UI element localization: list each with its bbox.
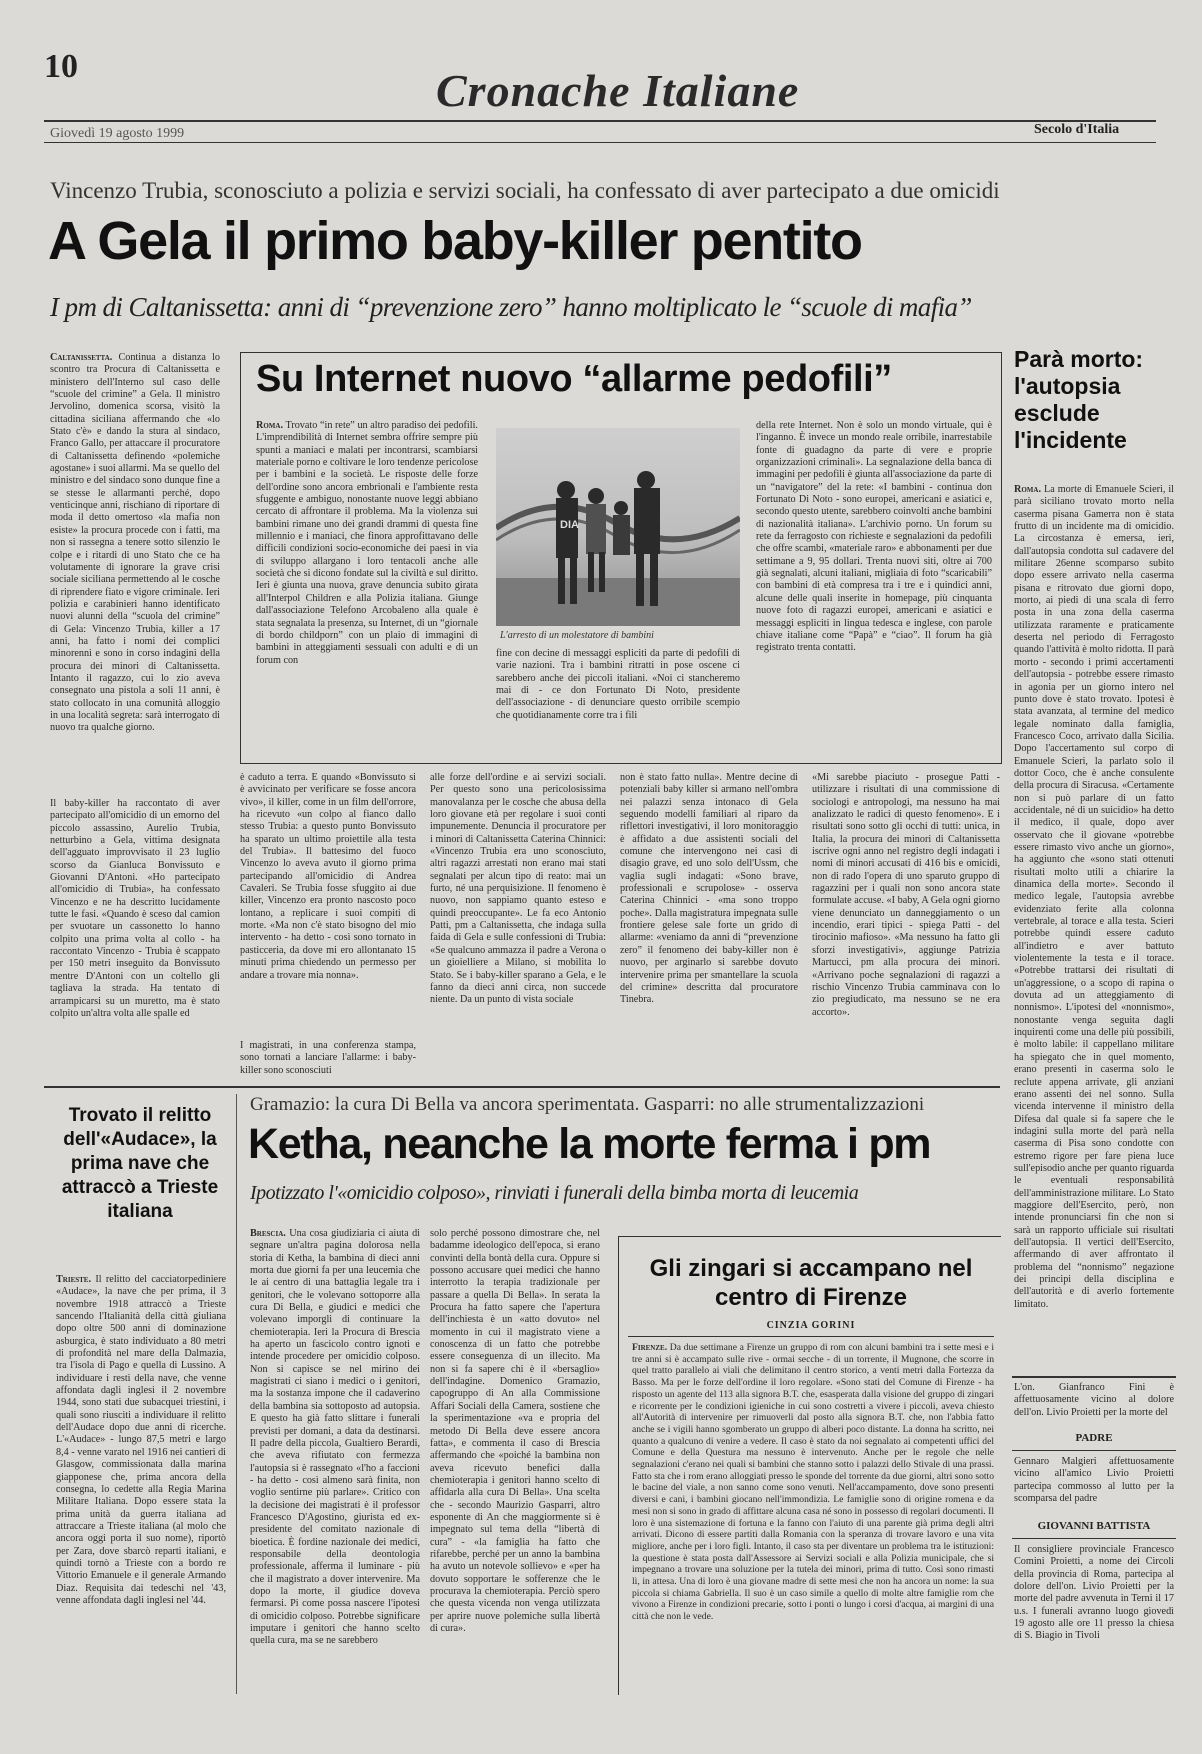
internet-col2-text: fine con decine di messaggi espliciti da parte di pedofili di varie nazioni. Tra i bambini ritratti in pose oscene ci sarebbero anche dei piccoli italiani. «Noi ci stancheremo mai di - ce don Fortunato Di Noto, presidente dell'associazione - di denunciare questo orribile scempio che quotidianamente corre tra i fili (496, 648, 740, 721)
main-col2b-text: I magistrati, in una conferenza stampa, sono tornati a lanciare l'allarme: i baby-killer sono sconosciuti (240, 1040, 416, 1076)
ketha-col2 (430, 1228, 600, 1694)
condolence-1 (1014, 1382, 1174, 1430)
main-col2-text: è caduto a terra. E quando «Bonvissuto si è avvicinato per verificare se fosse ancora vivo», il killer, come in un film dell'orrore, ha ricevuto «un colpo al fianco dallo stesso Trubia: a questo punto Bonvissuto ha sparato un ultimo proiettile alla testa del Trubia». Il battesimo del fuoco Vincenzo lo aveva avuto il giorno prima partecipando all'omicidio di Andrea Cavaleri. Se Trubia fosse sfuggito ai due killer, Vincenzo era pronto nascosto poco lontano, a replicare i suoi compiti di morte. «Ma non c'è stato bisogno del mio intervento - ha detto - così sono tornato in pasticceria, da dove mi ero allontanato 15 minuti prima chiedendo un permesso per andare a trovare mia nonna». (240, 772, 416, 981)
main-col5-text: «Mi sarebbe piaciuto - prosegue Patti - utilizzare i risultati di una commissione di sociologi e antropologi, ma nessuno ha mai analizzato le radici di questo fenomeno». E i risultati sono sotto gli occhi di tutti: unica, in Italia, la procura dei minori di Caltanissetta iscrive ogni anno nel registro degli indagati i nomi di minori accusati di 416 bis e omicidi, non di rado l'opera di uno sparuto gruppo di ragazzini per i quali non sono ancora state formulate accuse. «I baby, A Gela ogni giorno viene denunciato un danneggiamento o un incendio, erari tipici - spiega Patti - del tirocinio mafioso». «Ma nessuno ha fatto gli sforzi investigativi», aggiunge Patrizia Martucci, pm alla procura dei minori. «Arrivano poche segnalazioni di ragazzi a rischio Vincenzo Trubia camminava con lo zio pregiudicato, ma nessuno se ne era accorto». (812, 772, 1000, 1018)
condolence-1-name: PADRE (1075, 1432, 1113, 1444)
condolence-rule-3 (1012, 1538, 1176, 1539)
main-subhead: I pm di Caltanissetta: anni di “prevenzione zero” hanno moltiplicato le “scuole di mafia” (50, 292, 972, 322)
audace-body (56, 1274, 226, 1694)
zingari-body-text: Da due settimane a Firenze un gruppo di rom con alcuni bambini tra i sette mesi e i tre anni si è accampato sulle rive - ormai secche - di un torrente, il Mugnone, che scorre in quel tratto parallelo ai viali che delimitano il centro storico, a venti metri dalla Fortezza da Basso. Ma per le forze dell'ordine il loro regolare. «Sono stati del Comune di Firenze - ha risposto un agente del 113 alla signora B.T. che, esasperata dalla visione del gruppo di zingari e ricorrente per le condizioni igieniche in cui sono costretti a vivere i piccoli, aveva chiesto all'Autorità di intervenire per rimuoverli dal posto alla signora B.T. che, non l'abbia fatto anche se i vigili hanno sgomberato un gruppo di alberi poco distante. La donna ha scritto, nei quanto a qualcuno di venire a vedere. Il caso è stato da noi segnalato ai competenti uffici del Comune e della Questura ma nessuno è intervenuto. Anche per le regole che nelle segnalazioni c'erano nei quali si bambini che stanno sotto i palazzi dello Stivale di una prassi. Fatto sta che i rom erano alloggiati presso le sponde del torrente da due giorni, altri sono sotto le bacine del viale, a non sanno come sono venuti. Nell'accampamento, dove sono presenti diversi e cani, i bambini giocano nell'immondizia. Le famiglie sono di origine romena e da mesi non si sono in grado di affittare alcuna casa né sono in possesso di regolari documenti. Il loro è una sistemazione di fortuna e la fanno con l'aiuto di una parente già prima degli altri arrivati. Dicono di essere partiti dalla Romania con la speranza di trovare lavoro e una vita migliore, anche per i loro figli. Intanto, il caso sta per diventare un problema tra le istituzioni: la questione è stata posta dall'Assessore ai Servizi sociali e alla Polizia municipale, che si impegnano a trovare una soluzione per la tutela dei minori, prima di tutto. Così sono rimasti lì, in attesa. Una di loro è una giovane madre di sette mesi che non ha ancora un nome: la sua piccola si chiama Gabriella. Il suo è un caso simile a quello di molte altre famiglie rom che vivono a Firenze in condizioni precarie, sotto i ponti o lungo i corsi d'acqua, ai margini di una città che non le vede. (632, 1342, 994, 1623)
ketha-headline: Ketha, neanche la morte ferma i pm (248, 1120, 931, 1168)
main-kicker: Vincenzo Trubia, sconosciuto a polizia e servizi sociali, ha confessato di aver partecipato a due omicidi (50, 178, 1000, 203)
zingari-body (632, 1342, 994, 1694)
masthead-rule-2 (44, 142, 1156, 143)
condolence-rule-2 (1012, 1450, 1176, 1451)
internet-col2 (496, 648, 740, 758)
para-body (1014, 484, 1174, 1370)
internet-col3 (756, 420, 992, 758)
masthead-rule (44, 120, 1156, 122)
para-body-text: La morte di Emanuele Scieri, il parà siciliano trovato morto nella caserma pisana Gamerra non è stata frutto di un incidente ma di omicidio. La circostanza è emersa, ieri, dall'autopsia condotta sul cadavere del militare 26enne scomparso subito dopo essere arrivato nella caserma pisana e ritrovato due giorni dopo, morto, ai piedi di una scala di ferro posta in una zona della caserma utilizzata raramente e praticamente deserta nel periodo di Ferragosto quando l'attività è molto ridotta. Il parà morto - secondo i primi accertamenti dell'autopsia - potrebbe essere rimasto in agonia per un giorno intero nel punto dove è stato trovato. Ipotesi è stata avanzata, al termine del medico legale nominato dalla famiglia, Francesco Coco, arrivato dalla Sicilia. Dopo l'accertamento sul corpo di Emanuele Scieri, la parlato solo il dottor Coco, che è anche consulente della procura di Siracusa. «Certamente non si può parlare di un fatto accidentale, né di un suicidio» ha detto il medico, il quale, dopo aver osservato che il giovane «potrebbe essere rimasto vivo anche un giorno», ha aggiunto che «sono stati ottenuti risultati molto utili a chiarire la dinamica della morte». Secondo il medico legale, l'autopsia avrebbe evidenziato ferite alla colonna vertebrale, al torace e alla testa. Scieri potrebbe quindi essere caduto all'indietro e aver battuto violentemente la testa e il torace. «Potrebbe trattarsi dei risultati di un'aggressione, o a scopo di rapina o dovuta ad un atteggiamento di nonnismo». L'ipotesi del «nonnismo», nonostante venga seguita dagli inquirenti come una delle più possibili, è molto labile: il cappellano militare ha spiegato che in quel momento, erano presenti in caserma solo le reclute appena arrivate, gli anziani erano assenti dei nel sonno. Sulla vicenda intervenne il ministro della Difesa dal quale si fa sapere che le indagini sulla morte del parà nella caserma di Pisa sono condotte con estremo rigore per fare piena luce sull'episodio anche per quanto riguarda le eventuali responsabilità dell'amministrazione militare. Lo Stato maggiore dell'Esercito, però, non intende pronunciarsi fin che non si sarà un rapporto ufficiale sui risultati dell'autopsia. Il vertici dell'Esercito, affermando di aver affrontato il problema del “nonnismo” negazione dei principi della disciplina e dell'autorità e di averlo fortemente limitato. (1014, 484, 1174, 1310)
internet-col1 (256, 420, 478, 758)
main-col3 (430, 772, 606, 1076)
condolence-2-name: GIOVANNI BATTISTA (1037, 1520, 1151, 1532)
condolence-1-text: L'on. Gianfranco Fini è affettuosamente vicino al dolore dell'on. Livio Proietti per la morte del (1014, 1382, 1174, 1418)
condolence-2 (1014, 1456, 1174, 1518)
zingari-byline: CINZIA GORINI (766, 1320, 856, 1331)
issue-date: Giovedì 19 agosto 1999 (50, 126, 185, 141)
svg-text:DIA: DIA (560, 519, 579, 531)
internet-headline: Su Internet nuovo “allarme pedofili” (256, 358, 892, 400)
main-col5 (812, 772, 1000, 1076)
ketha-subhead: Ipotizzato l'«omicidio colposo», rinviati i funerali della bimba morta di leucemia (250, 1182, 859, 1204)
condolence-3-text: Il consigliere provinciale Francesco Comini Proietti, a nome dei Circoli della provincia di Roma, partecipa al dolore dell'on. Livio Proietti per la morte del padre avvenuta in Terni il 17 u.s. I funerali avranno luogo giovedì 19 agosto alle ore 11 presso la chiesa di S. Biagio in Tivoli (1014, 1544, 1174, 1642)
photo-arrest (496, 428, 740, 626)
audace-dateline: Trieste. (56, 1274, 92, 1285)
audace-headline: Trovato il relitto dell'«Audace», la prima nave che attraccò a Trieste italiana (61, 1105, 219, 1222)
audace-divider (236, 1094, 237, 1694)
main-col2b (240, 1040, 416, 1076)
condolence-3 (1014, 1544, 1174, 1694)
main-col3-text: alle forze dell'ordine e ai servizi sociali. Per questo sono una pericolosissima manovalanza per le cosche che abusa della loro giovane età per regolare i suoi conti impunemente. Denuncia il procuratore per i minori di Caltanissetta Caterina Chinnici: «Vincenzo Trubia era uno sconosciuto, altri ragazzi arrestati non erano mai stati segnalati per alcun tipo di reato: mai un furto, né una perquisizione. Il fenomeno è nuovo, non sappiamo quanto esteso e quindi preoccupante». Le fa eco Antonio Patti, pm a Caltanissetta, che indaga sulla faida di Gela e sulle confessioni di Trubia: «Se qualcuno ammazza il padre a Verona o un gioielliere a Milano, si mobilita lo Stato. Se i baby-killer sparano a Gela, e le fanno da dieci anni circa, non succede niente. Da un punto di vista sociale (430, 772, 606, 1006)
section-title: Cronache Italiane (436, 65, 800, 116)
newspaper-name: Secolo d'Italia (1034, 122, 1120, 137)
main-headline: A Gela il primo baby-killer pentito (48, 211, 862, 271)
internet-dateline: Roma. (256, 420, 284, 431)
internet-col3-text: della rete Internet. Non è solo un mondo virtuale, qui è l'inganno. È invece un mondo reale orribile, inarrestabile fonte di guadagno da parte di vere e proprie organizzazioni criminali». La segnalazione della banca di immagini per pedofili è giunta all'associazione da parte di un “navigatore” del la rete: «I bambini - continua don Fortunato Di Noto - sono europei, americani e asiatici e, secondo questo utente, sarebbero coinvolti anche bambini di nazionalità italiana». L'archivio porno. Un forum su rete da ferragosto con richieste e segnalazioni da pedofili che offre scambi, «materiale raro» e abbonamenti per due settimane a 9, 95 dollari. Trenta nuovi siti, oltre ai 700 già segnalati, alcuni italiani, migliaia di foto “scaricabili” con bambini di età compresa tra i tre e i quindici anni, alcune delle quali inserite in homepage, più cinquanta nuove foto di ragazzi europei, americani e asiatici e messaggi espliciti in lingua tedesca e inglese, con parole chiave italiane come “Papà” e “ciao”. Il forum ha già registrato trenta contatti. (756, 420, 992, 654)
photo-caption: L'arresto di un molestatore di bambini (500, 630, 654, 641)
para-dateline: Roma. (1014, 484, 1042, 495)
ketha-kicker: Gramazio: la cura Di Bella va ancora sperimentata. Gasparri: no alle strumentalizzazioni (250, 1094, 925, 1115)
page-number: 10 (44, 48, 78, 85)
audace-body-text: Il relitto del cacciatorpediniere «Audace», la nave che per prima, il 3 novembre 1918 attraccò a Trieste sancendo l'Italianità della città giuliana dopo oltre 500 anni di dominazione asburgica, è stato individuato a 80 metri di profondità nel mare della Dalmazia, tra l'isola di Pago e quella di Lussino. A individuare i resti della nave, che venne affondata dagli inglesi il 2 novembre 1944, sono stati due subacquei triestini, i quali sono riusciti a individuare il relitto dell'Audace dopo due anni di ricerche. L'«Audace» - lungo 87,5 metri e largo 8,4 - venne varato nel 1916 nei cantieri di Glasgow, commissionata dalla marina giapponese che, prima ancora della consegna, lo cedette alla Regia Marina Militare Italiana. Dopo essere stata la prima unità da guerra italiana ad attraccare a Trieste italiana (al molo che ancora oggi porta il suo nome), riportò per Zara, dove sbarcò reparti italiani, e quindi tornò a Trieste con a bordo re Vittorio Emanuele e il generale Armando Diaz. Requisita dai tedeschi nel '43, venne affondata dagli inglesi nel '44. (56, 1274, 226, 1606)
zingari-dateline: Firenze. (632, 1342, 668, 1353)
main-col1b-text: Il baby-killer ha raccontato di aver partecipato all'omicidio di un emorno del piccolo assassino, Aurelio Trubia, netturbino a Gela, vittima designata dell'agguato improvvisato il 23 luglio scorso da Gianluca Bonvissuto e Giovanni D'Antoni. «Ho partecipato all'omicidio di Trubia», ha confessato Vincenzo e ne ha descritto lucidamente tutte le fasi. «Quando è sceso dal camion per svuotare un cassonetto lo hanno colpito una prima volta al collo - ha raccontato Vincenzo - Trubia è scappato per 150 metri inseguito da Bonvissuto mentre D'Antoni con un coltello gli tagliava la strada. Ha tentato di arrampicarsi su un muretto, ma è stato colpito un'altra volta alle spalle ed (50, 798, 220, 1019)
main-col4 (620, 772, 798, 1076)
section-rule (44, 1086, 1000, 1088)
main-dateline: Caltanissetta. (50, 352, 113, 363)
condolence-rule-1 (1012, 1376, 1176, 1378)
main-col1-text: Continua a distanza lo scontro tra Procura di Caltanissetta e ministero dell'Interno sul caso delle “scuole del crimine” a Gela. Il ministro Jervolino, domenica scorsa, visitò la cittadina siciliana affermando che «lo Stato c'è» e dando la stura al sindaco, Franco Gallo, per attaccare il procuratore di Caltanissetta definendo «polemiche agostane» i suoi allarmi. Ma se quello del ministro e del sindaco sono dunque fine a se stesse le allarmanti perché, dopo venticinque anni, rischiano di riportare di moda il detto omertoso «la mafia non esiste» la procura procede con i fatti, ma non si rassegna a tenere sotto silenzio le colpe e i ritardi di uno Stato che ce ha volutamente di ignorare la grave crisi sociale siciliana permettendo al le cosche di riprendere fiato e vigore criminale. Ieri polizia e carabinieri hanno identificato nuovi alunni della “scuola del crimine” di Gela: Vincenzo Trubia, killer a 17 anni, ha fatto i nomi dei complici minorenni e sono in corso indagini della procura dei minori di Caltanissetta. Intanto il ragazzo, cui lo zio aveva consegnato una pistola a soli 11 anni, è stato collocato in una comunità alloggio in una località segreta: sarà interrogato di nuovo tra qualche giorno. (50, 352, 220, 734)
ketha-col1-text: Una cosa giudiziaria ci aiuta di segnare un'altra pagina dolorosa nella storia di Ketha, la bambina di dieci anni morta due giorni fa per una leucemia che le ai centro di una battaglia legale tra i genitori, che le volevano sottoporre alla cura Di Bella, e giudici e medici che volevano imporgli di continuare la chemioterapia. Ieri la Procura di Brescia ha aperto un fascicolo contro ignoti e intende procedere per omicidio colposo. Non si capisce se nel mirino dei magistrati ci siano i medici o i genitori, ma la sostanza impone che il cadaverino della bambina sia sottoposto ad autopsia. E questo ha già fatto slittare i funerali previsti per domani, a data da destinarsi. Il padre della piccola, Gualtiero Berardi, che aveva rifiutato con fermezza l'autopsia si è rassegnato «l'ho a faccioni - ha detto - così almeno sarà finita, non voglio sentirne più parlare». Critico con la decisione dei magistrati è il professor Francesco D'Agostino, giurista ed ex-presidente del comitato nazionale di bioetica. È fordine nazionale dei medici, responsabile della deontologia professionale, afferma il luminare - più che il magistrato a dover intervenire. Ma dopo la morte, il giudice doveva fermarsi. Pi come possa nascere l'ipotesi di omicidio colposo. Potrebbe significare imputare i genitori che hanno scelto quella cura, ma se ne sarebbero (250, 1228, 420, 1647)
para-headline: Parà morto: l'autopsia esclude l'incidente (1014, 346, 1144, 453)
ketha-dateline: Brescia. (250, 1228, 286, 1239)
internet-col1-text: Trovato “in rete” un altro paradiso dei pedofili. L'imprendibilità di Internet sembra offrire sempre più spunti a maniaci e malati per incontrarsi, scambiarsi materiale porno e coltivare le loro tendenze pericolose per i bambini e la società. Le risposte delle forze dell'ordine sono ancora embrionali e l'ambiente resta sfuggente e ambiguo, nonostante nuove leggi abbiano cercato di affrontare il problema. Ma la violenza sui bambini rimane uno dei grandi drammi di questa fine millennio e i maniaci, che finora approfittavano delle difficili condizioni socio-economiche dei paesi in via di sviluppo allargano i loro tentacoli anche alle società che si dicono fondate sul la civiltà e sul diritto. Ieri è giunta una nuova, grave denuncia subito girata all'Interpol Children e alla Polizia italiana. Giunge dall'associazione Telefono Arcobaleno alla quale è stata segnalata la presenza, su Internet, di un “giornale di bordo childporn” con un plaio di immagini di bambini in atteggiamenti sessuali con adulti e di un forum con (256, 420, 478, 666)
zingari-headline: Gli zingari si accampano nel centro di Firenze (649, 1255, 973, 1311)
main-col1 (50, 352, 220, 792)
condolence-2-text: Gennaro Malgieri affettuosamente vicino all'amico Livio Proietti partecipa commosso al lutto per la scomparsa del padre (1014, 1456, 1174, 1505)
main-col2 (240, 772, 416, 1072)
ketha-col2-text: solo perché possono dimostrare che, nel badamme ideologico dell'epoca, si erano convinti della bontà della cura. Oppure si possono accusare quei medici che hanno interrotto la terapia tradizionale per passare a quella Di Bella». In serata la Procura ha fatto sapere che l'apertura dell'inchiesta è un «atto dovuto» nel momento in cui il magistrato viene a conoscenza di un fatto che potrebbe essere conseguenza di un illecito. Ma non si fa sapere chi è il «bersaglio» dell'indagine. Domenico Gramazio, capogruppo di An alla Commissione Affari Sociali della Camera, sostiene che la sperimentazione «va e propria del metodo Di Bella deve essere ancora fatta», e commenta il caso di Brescia affermando che «poiché la bambina non aveva ricevuto benefici dalla chemioterapia i genitori hanno scelto di affidarla alla cura Di Bella». Una scelta che - secondo Maurizio Gasparri, altro esponente di An che maggiormente si è impegnato sul tema della “libertà di cura” - «la famiglia ha fatto che rifarebbe, perché per un anno la bambina ha avuto un notevole sollievo» e «per ha dovuto sopportare le sofferenze che le procurava la chemioterapia. Perciò spero che questa vicenda non venga utilizzata per aprire nuove polemiche sulla libertà di cura». (430, 1228, 600, 1634)
main-col4-text: non è stato fatto nulla». Mentre decine di potenziali baby killer si armano nell'ombra nei palazzi senza intonaco di Gela seguendo modelli familiari al riparo da riflettori investigativi, il loro monitoraggio è affidato a due assistenti sociali del comune che intervengono nei casi di disagio grave, ed uno solo dell'Ussm, che vaglia sugli indagati: «Sono brave, professionali e scrupolose» - osserva Caterina Chinnici - «ma sono troppo poche». Dalla magistratura impegnata sulle frontiere gelese sale forte un grido di allarme: «veniamo da anni di “prevenzione zero” il fenomeno dei baby-killer non è nuovo, per arginarlo si sarebbe dovuto intervenire prima per smantellare la scuola del crimine» descritta dal procuratore Tinebra. (620, 772, 798, 1006)
ketha-col1 (250, 1228, 420, 1694)
zingari-byline-rule (628, 1336, 994, 1337)
main-col1b (50, 798, 220, 1080)
